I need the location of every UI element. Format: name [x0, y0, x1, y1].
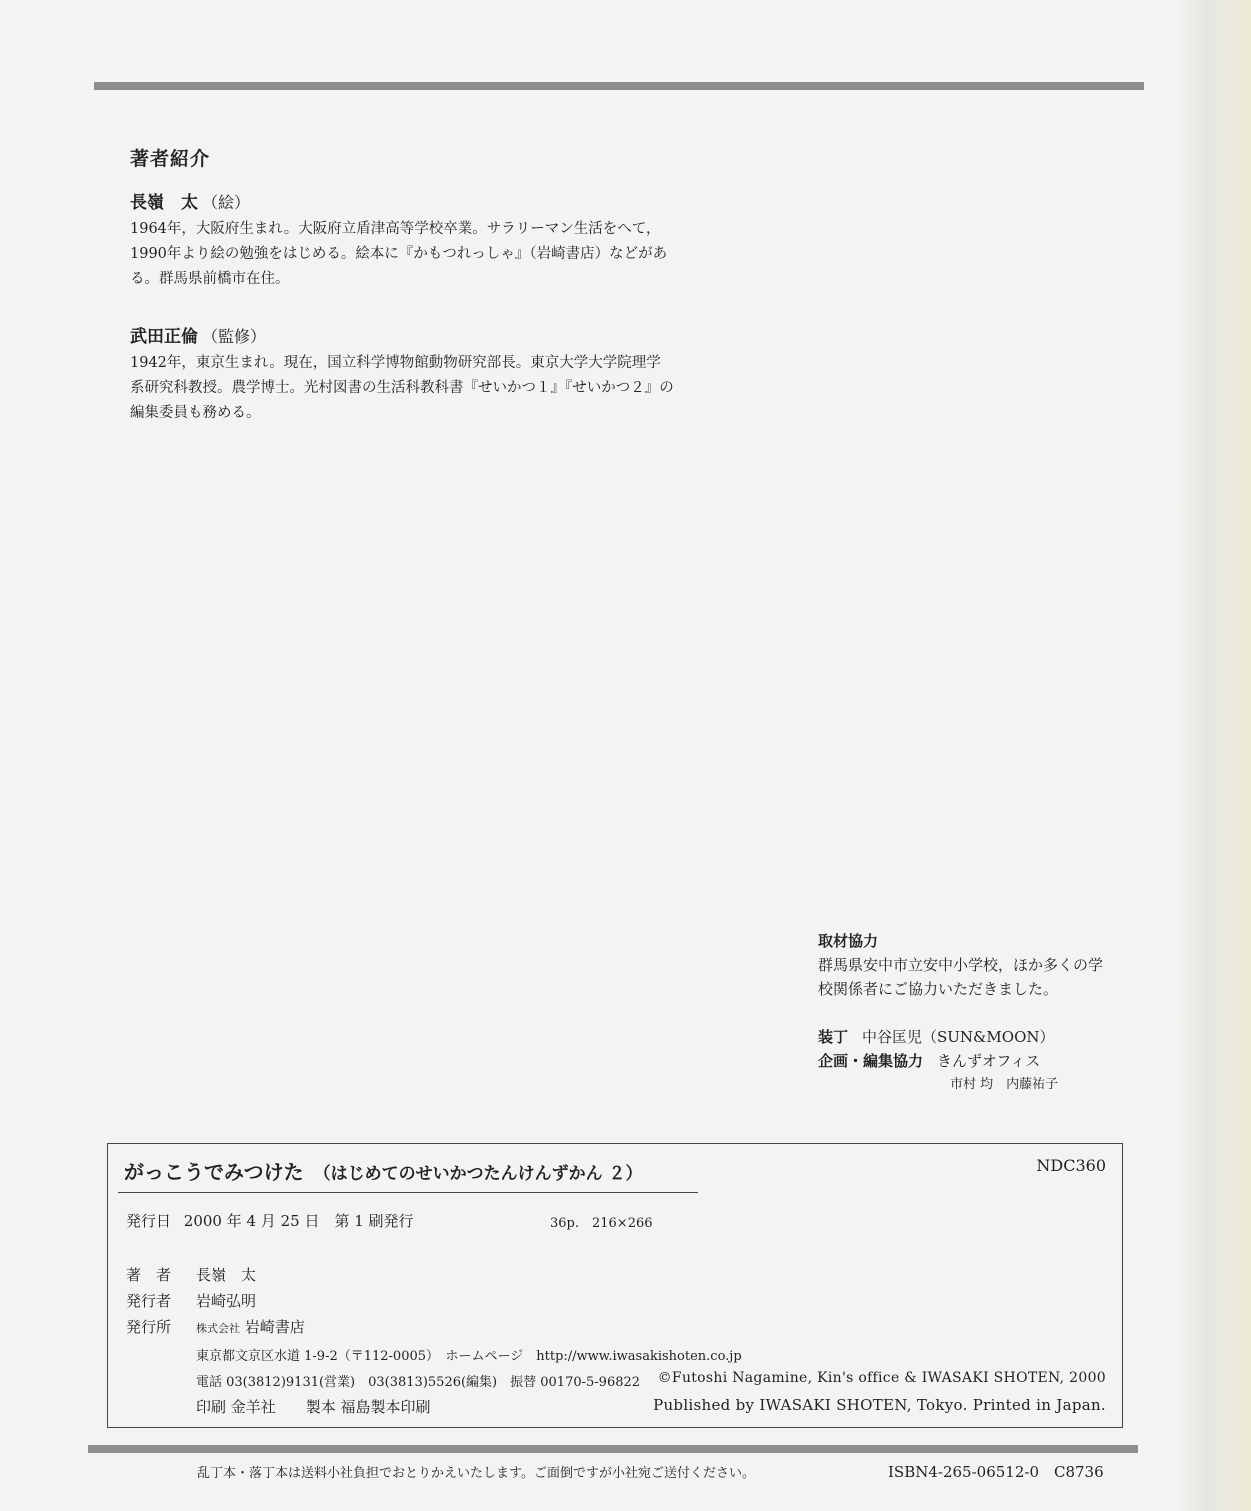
publisher-phone: 電話 03(3812)9131(営業) 03(3813)5526(編集) 振替 00170-5-96822 [196, 1375, 641, 1390]
authors-heading: 著者紹介 [130, 148, 211, 170]
bottom-rule [88, 1445, 1138, 1453]
copyright-line: ©Futoshi Nagamine, Kin's office & IWASAKI SHOTEN, 2000 [657, 1370, 1106, 1386]
published-by-line: Published by IWASAKI SHOTEN, Tokyo. Printed in Japan. [653, 1396, 1106, 1414]
design-label: 装丁 [818, 1028, 849, 1046]
isbn-code: ISBN4-265-06512-0 C8736 [888, 1463, 1104, 1481]
author-header [130, 188, 690, 213]
book-title [124, 1156, 643, 1185]
editing-label: 企画・編集協力 [818, 1052, 924, 1070]
issue-row [126, 1210, 414, 1231]
editing-credit [818, 1049, 1118, 1073]
author-name: 長嶺 太 [130, 193, 198, 213]
publisher-label: 発行所 [126, 1318, 172, 1336]
publisher-prefix: 株式会社 [196, 1322, 240, 1335]
ndc-code: NDC360 [1036, 1156, 1106, 1175]
book-subtitle: （はじめてのせいかつたんけんずかん ２） [313, 1164, 643, 1184]
print-line: 印刷 金羊社 製本 福島製本印刷 [196, 1398, 431, 1416]
issue-label: 発行日 [126, 1212, 172, 1230]
cooperation-text: 群馬県安中市立安中小学校，ほか多くの学校関係者にご協力いただきました。 [818, 956, 1104, 998]
author-role: （監修） [202, 327, 267, 346]
author-header [130, 322, 690, 347]
publisher-person-value: 岩崎弘明 [196, 1292, 257, 1310]
issue-date: 2000 年 4 月 25 日 第 1 刷発行 [183, 1212, 414, 1230]
author-bio: 1964年，大阪府生まれ。大阪府立盾津高等学校卒業。サラリーマン生活をへて，1990年より絵の勉強をはじめる。絵本に『かもつれっしゃ』（岩崎書店）などがある。群馬県前橋市在住。 [130, 221, 668, 287]
book-title-main: がっこうでみつけた [124, 1160, 304, 1184]
editing-people: 市村 均 内藤祐子 [950, 1077, 1059, 1092]
publisher-person-label: 発行者 [126, 1292, 172, 1310]
publisher-address: 東京都文京区水道 1-9-2（〒112-0005） ホームページ http://www.iwasakishoten.co.jp [196, 1349, 742, 1364]
author-label: 著 者 [126, 1266, 172, 1284]
title-rule [118, 1192, 698, 1193]
book-format: 36p. 216×266 [550, 1216, 653, 1231]
publisher-person-row [126, 1290, 257, 1311]
editing-value: きんずオフィス [937, 1052, 1041, 1070]
author-bio: 1942年，東京生まれ。現在，国立科学博物館動物研究部長。東京大学大学院理学系研究科教授。農学博士。光村図書の生活科教科書『せいかつ１』『せいかつ２』の編集委員も務める。 [130, 355, 674, 421]
design-credit [818, 1025, 1118, 1049]
page-edge [1181, 0, 1251, 1511]
top-rule [94, 82, 1144, 90]
colophon-box [107, 1143, 1123, 1428]
credits-block [818, 930, 1118, 1097]
author-entry-supervisor [130, 322, 690, 426]
design-value: 中谷匡児（SUN&MOON） [862, 1028, 1055, 1046]
author-value: 長嶺 太 [196, 1266, 257, 1284]
author-row [126, 1264, 257, 1285]
publisher-value: 岩崎書店 [244, 1318, 305, 1336]
footer-note: 乱丁本・落丁本は送料小社負担でおとりかえいたします。ご面倒ですが小社宛ご送付ください。 [197, 1466, 755, 1481]
author-entry-illustrator [130, 188, 690, 292]
publisher-row [126, 1316, 305, 1337]
author-name: 武田正倫 [130, 327, 198, 347]
cooperation-label: 取材協力 [818, 932, 879, 950]
author-role: （絵） [202, 193, 251, 212]
